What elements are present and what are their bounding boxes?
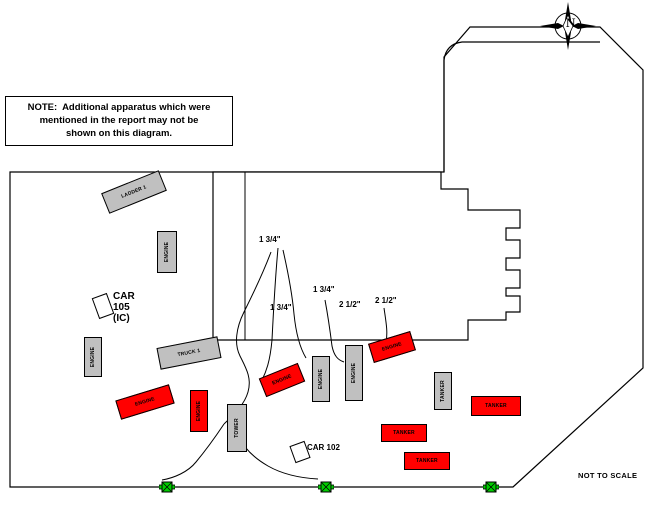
apparatus-label: TANKER — [440, 380, 447, 402]
map-label: 105 — [113, 302, 130, 313]
apparatus-label: ENGINE — [134, 396, 156, 408]
apparatus-tanker-3 — [381, 424, 427, 442]
apparatus-engine-c — [312, 356, 330, 402]
apparatus-label: ENGINE — [271, 373, 293, 387]
map-label: CAR 102 — [307, 443, 340, 452]
apparatus-engine-red-2 — [190, 390, 208, 432]
hose-size-label: 1 3/4" — [313, 285, 335, 294]
scale-note: NOT TO SCALE — [578, 471, 638, 480]
apparatus-label: TANKER — [416, 458, 438, 464]
hydrant-3 — [483, 479, 499, 495]
hose-size-label: 2 1/2" — [339, 300, 361, 309]
apparatus-label: ENGINE — [351, 362, 357, 384]
apparatus-label: TANKER — [393, 430, 415, 436]
apparatus-label: TOWER — [234, 418, 240, 438]
apparatus-engine-d — [345, 345, 363, 401]
apparatus-label: TRUCK 1 — [177, 347, 201, 359]
apparatus-label: ENGINE — [381, 341, 403, 353]
apparatus-tanker-4 — [404, 452, 450, 470]
apparatus-tanker-1 — [434, 372, 452, 410]
apparatus-tanker-2 — [471, 396, 521, 416]
apparatus-label: ENGINE — [90, 346, 96, 368]
map-label: (IC) — [113, 313, 130, 324]
map-label: CAR — [113, 291, 135, 302]
hose-size-label: 1 3/4" — [259, 235, 281, 244]
note-line-1: NOTE: Additional apparatus which were — [27, 102, 211, 113]
note-line-3: shown on this diagram. — [65, 128, 173, 139]
apparatus-tower-1 — [227, 404, 247, 452]
apparatus-label: ENGINE — [164, 241, 170, 263]
apparatus-label: LADDER 1 — [120, 184, 148, 200]
apparatus-label: ENGINE — [196, 400, 202, 422]
compass-rose — [540, 2, 596, 50]
apparatus-engine-b — [84, 337, 102, 377]
apparatus-label: ENGINE — [318, 368, 324, 390]
compass-north-label: N — [566, 15, 576, 30]
hose-size-label: 2 1/2" — [375, 296, 397, 305]
hydrant-1 — [159, 479, 175, 495]
hydrant-2 — [318, 479, 334, 495]
note-line-2: mentioned in the report may not be — [39, 115, 199, 126]
note-box — [5, 96, 233, 146]
hose-size-label: 1 3/4" — [270, 303, 292, 312]
apparatus-label: TANKER — [485, 403, 507, 409]
apparatus-engine-a — [157, 231, 177, 273]
